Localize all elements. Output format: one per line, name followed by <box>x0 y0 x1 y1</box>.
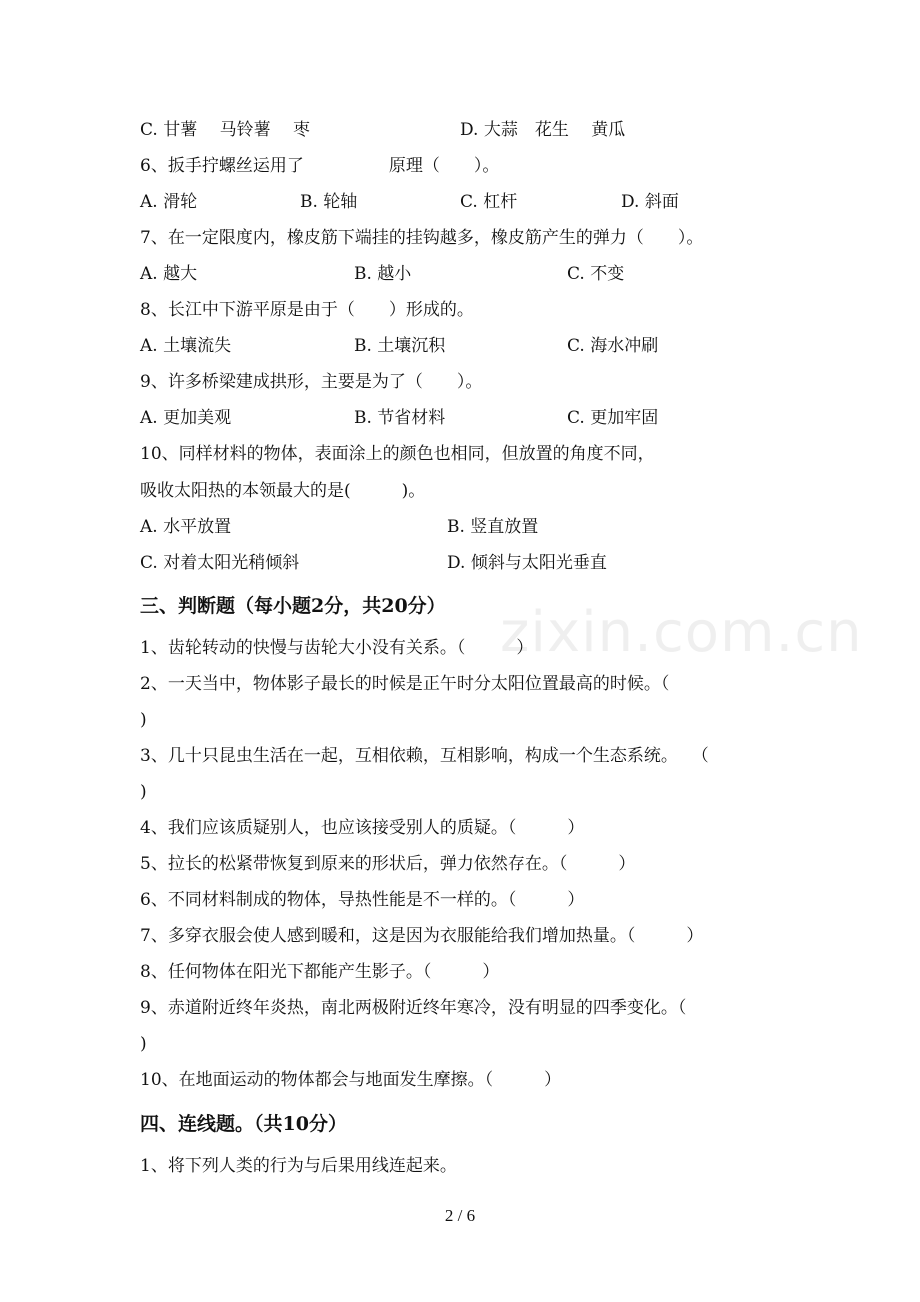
q10-option-b: B. 竖直放置 <box>447 517 539 537</box>
q7-stem: 7、在一定限度内，橡皮筋下端挂的挂钩越多，橡皮筋产生的弹力（ ）。 <box>140 228 704 248</box>
q9-stem: 9、许多桥梁建成拱形，主要是为了（ ）。 <box>140 372 483 392</box>
q8-stem: 8、长江中下游平原是由于（ ）形成的。 <box>140 300 474 320</box>
tf-item-10: 10、在地面运动的物体都会与地面发生摩擦。（ ） <box>140 1070 562 1090</box>
tf-item-5: 5、拉长的松紧带恢复到原来的形状后，弹力依然存在。（ ） <box>140 854 636 874</box>
q9-option-b: B. 节省材料 <box>354 408 446 428</box>
q10-option-d: D. 倾斜与太阳光垂直 <box>447 553 607 573</box>
tf-item-8: 8、任何物体在阳光下都能产生影子。（ ） <box>140 962 500 982</box>
q10-stem-line2: 吸收太阳热的本领最大的是( )。 <box>140 481 426 501</box>
tf-item-2-cont: ) <box>140 710 147 730</box>
q8-option-a: A. 土壤流失 <box>140 336 232 356</box>
tf-item-6: 6、不同材料制成的物体，导热性能是不一样的。（ ） <box>140 890 585 910</box>
tf-item-9-cont: ) <box>140 1034 147 1054</box>
page-number: 2 / 6 <box>444 1206 476 1225</box>
matching-q1: 1、将下列人类的行为与后果用线连起来。 <box>140 1156 457 1176</box>
q7-option-c: C. 不变 <box>567 264 625 284</box>
q5-option-d: D. 大蒜 花生 黄瓜 <box>460 120 626 140</box>
q6-option-d: D. 斜面 <box>621 192 679 212</box>
q8-option-c: C. 海水冲刷 <box>567 336 659 356</box>
tf-item-7: 7、多穿衣服会使人感到暖和，这是因为衣服能给我们增加热量。（ ） <box>140 926 704 946</box>
q5-option-c: C. 甘薯 马铃薯 枣 <box>140 120 311 140</box>
tf-item-3-cont: ) <box>140 782 147 802</box>
q7-option-a: A. 越大 <box>140 264 198 284</box>
q6-option-c: C. 杠杆 <box>460 192 518 212</box>
tf-item-9: 9、赤道附近终年炎热，南北两极附近终年寒冷，没有明显的四季变化。（ <box>140 998 687 1018</box>
q10-stem-line1: 10、同样材料的物体，表面涂上的颜色也相同，但放置的角度不同， <box>140 444 655 464</box>
q10-option-a: A. 水平放置 <box>140 517 232 537</box>
q10-option-c: C. 对着太阳光稍倾斜 <box>140 553 300 573</box>
tf-item-4: 4、我们应该质疑别人，也应该接受别人的质疑。（ ） <box>140 818 585 838</box>
q8-option-b: B. 土壤沉积 <box>354 336 446 356</box>
q6-option-b: B. 轮轴 <box>300 192 358 212</box>
q6-option-a: A. 滑轮 <box>140 192 198 212</box>
section3-heading: 三、判断题（每小题2分，共20分） <box>140 595 446 617</box>
section4-heading: 四、连线题。（共10分） <box>140 1113 347 1135</box>
q9-option-c: C. 更加牢固 <box>567 408 659 428</box>
tf-item-1: 1、齿轮转动的快慢与齿轮大小没有关系。（ ） <box>140 638 534 658</box>
q7-option-b: B. 越小 <box>354 264 412 284</box>
watermark: zixin.com.cn <box>500 600 863 665</box>
tf-item-2: 2、一天当中，物体影子最长的时候是正午时分太阳位置最高的时候。（ <box>140 674 670 694</box>
q9-option-a: A. 更加美观 <box>140 408 232 428</box>
q6-stem: 6、扳手拧螺丝运用了 原理（ ）。 <box>140 156 500 176</box>
tf-item-3: 3、几十只昆虫生活在一起，互相依赖，互相影响，构成一个生态系统。 （ <box>140 746 709 766</box>
